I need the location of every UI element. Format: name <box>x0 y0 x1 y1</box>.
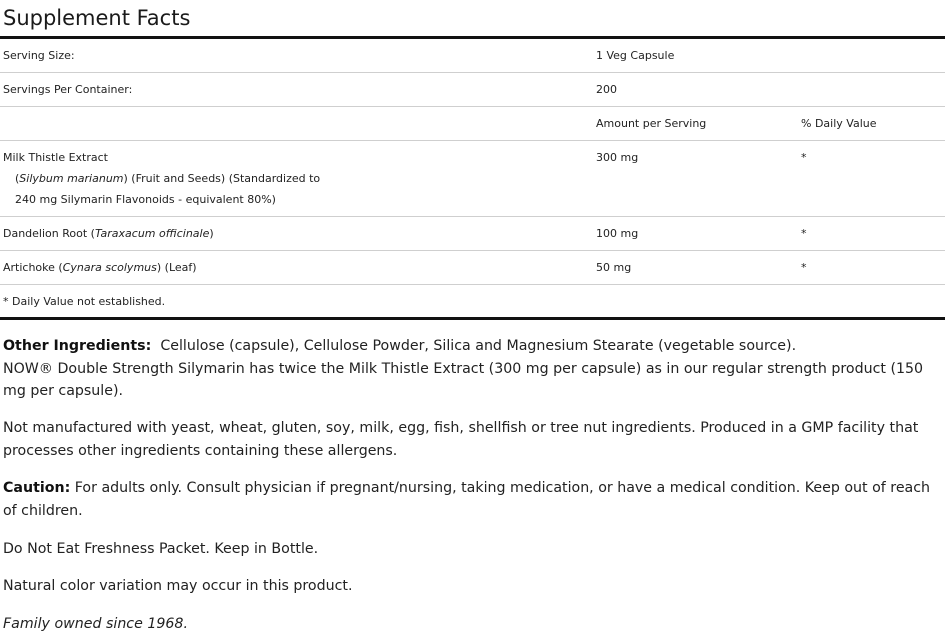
allergen-paragraph: Not manufactured with yeast, wheat, gluten, soy, milk, egg, fish, shellfish or tree nut ingredients. Produced in a GMP facility that processes other ingredients containing these allergens. <box>3 420 919 459</box>
latin-name: Silybum marianum <box>19 172 124 185</box>
caution-paragraph <box>3 477 945 522</box>
bottom-thick-rule <box>0 317 945 320</box>
supplement-facts-title: Supplement Facts <box>3 6 191 30</box>
ingredient-amount-dandelion: 100 mg <box>596 227 639 240</box>
row-divider <box>0 216 945 217</box>
ingredient-name-artichoke: Artichoke (Cynara scolymus) (Leaf) <box>3 261 197 274</box>
ingredient-amount-milk-thistle: 300 mg <box>596 151 639 164</box>
ingredient-detail-milk-thistle: (Silybum marianum) (Fruit and Seeds) (Standardized to <box>15 172 321 185</box>
color-variation-paragraph: Natural color variation may occur in this product. <box>3 578 353 594</box>
caution-text: For adults only. Consult physician if pregnant/nursing, taking medication, or have a medical condition. Keep out of reach of children. <box>3 480 931 519</box>
double-strength-text: NOW® Double Strength Silymarin has twice the Milk Thistle Extract (300 mg per capsule) as in our regular strength product (150 mg per capsule). <box>3 360 924 399</box>
daily-value-footnote: * Daily Value not established. <box>3 295 166 308</box>
row-divider <box>0 72 945 73</box>
other-ingredients-label: Other Ingredients: <box>3 338 152 354</box>
latin-name: Taraxacum officinale <box>94 227 210 240</box>
ingredient-dv-dandelion: * <box>801 227 807 240</box>
row-divider <box>0 140 945 141</box>
ingredient-name-dandelion: Dandelion Root (Taraxacum officinale) <box>3 227 214 240</box>
other-ingredients-text: Cellulose (capsule), Cellulose Powder, Silica and Magnesium Stearate (vegetable source). <box>160 338 797 354</box>
row-divider <box>0 106 945 107</box>
family-owned-paragraph: Family owned since 1968. <box>3 616 188 632</box>
servings-per-container-value: 200 <box>596 83 617 96</box>
amount-per-serving-header: Amount per Serving <box>596 117 707 130</box>
daily-value-header: % Daily Value <box>801 117 877 130</box>
caution-label: Caution: <box>3 480 71 496</box>
other-ingredients-paragraph <box>3 335 945 403</box>
row-divider <box>0 250 945 251</box>
freshness-paragraph: Do Not Eat Freshness Packet. Keep in Bottle. <box>3 541 319 557</box>
ingredient-dv-artichoke: * <box>801 261 807 274</box>
latin-name: Cynara scolymus <box>62 261 157 274</box>
serving-size-value: 1 Veg Capsule <box>596 49 675 62</box>
ingredient-amount-artichoke: 50 mg <box>596 261 632 274</box>
serving-size-label: Serving Size: <box>3 49 75 62</box>
top-thick-rule <box>0 36 945 39</box>
ingredient-detail-line2-milk-thistle: 240 mg Silymarin Flavonoids - equivalent 80%) <box>15 193 276 206</box>
ingredient-name-milk-thistle: Milk Thistle Extract <box>3 151 108 164</box>
ingredient-dv-milk-thistle: * <box>801 151 807 164</box>
row-divider <box>0 284 945 285</box>
servings-per-container-label: Servings Per Container: <box>3 83 133 96</box>
